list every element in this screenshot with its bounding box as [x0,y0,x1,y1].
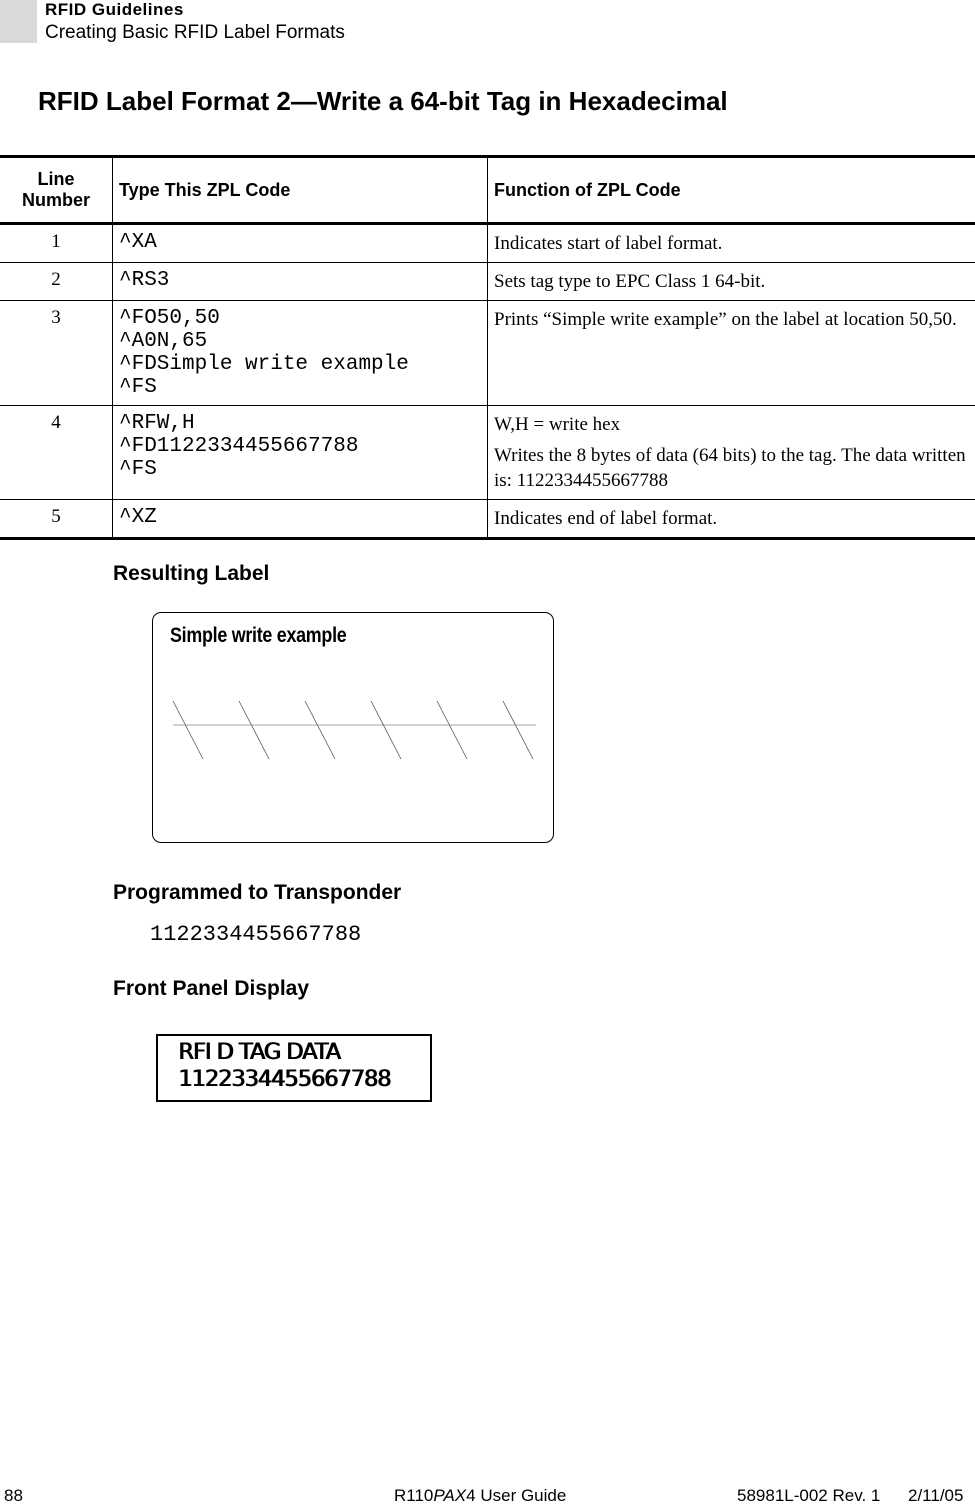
zpl-function: Prints “Simple write example” on the label at location 50,50. [488,301,975,406]
rfid-inlay-icon [153,613,553,842]
page-title: RFID Label Format 2—Write a 64-bit Tag in Hexadecimal [38,86,728,117]
zpl-code: ^FO50,50 ^A0N,65 ^FDSimple write example ^FS [113,301,488,406]
zpl-function: W,H = write hex Writes the 8 bytes of data (64 bits) to the tag. The data written is: 1122334455667788 [488,406,975,500]
doc-date: 2/11/05 [908,1486,963,1506]
panel-line-2: 1122334455667788 [178,1067,390,1092]
line-number: 2 [0,263,113,301]
transponder-heading: Programmed to Transponder [113,881,401,905]
col-header-line-number: Line Number [0,157,113,224]
table-row [0,406,975,500]
label-printed-text: Simple write example [170,624,346,648]
zpl-code: ^XZ [113,500,488,539]
resulting-label-preview [152,612,554,843]
zpl-code: ^RS3 [113,263,488,301]
table-row [0,301,975,406]
table-header-row [0,157,975,224]
zpl-function: Indicates end of label format. [488,500,975,539]
col-header-function: Function of ZPL Code [488,157,975,224]
transponder-value: 1122334455667788 [150,922,361,947]
front-panel-heading: Front Panel Display [113,977,309,1001]
zpl-code: ^XA [113,224,488,263]
doc-revision: 58981L-002 Rev. 1 [737,1486,880,1506]
table-row [0,263,975,301]
line-number: 1 [0,224,113,263]
front-panel-display [156,1034,432,1102]
line-number: 4 [0,406,113,500]
col-header-zpl-code: Type This ZPL Code [113,157,488,224]
zpl-function: Indicates start of label format. [488,224,975,263]
header-subsection: Creating Basic RFID Label Formats [45,22,345,44]
resulting-label-heading: Resulting Label [113,562,269,586]
table-row [0,224,975,263]
page-number: 88 [4,1486,23,1506]
guide-title: R110PAX4 User Guide [394,1486,566,1506]
panel-line-1: RFI D TAG DATA [178,1040,340,1065]
zpl-code-table [0,155,975,540]
zpl-code: ^RFW,H ^FD1122334455667788 ^FS [113,406,488,500]
table-row [0,500,975,539]
line-number: 3 [0,301,113,406]
header-section: RFID Guidelines [45,0,184,20]
line-number: 5 [0,500,113,539]
header-tab-marker [0,0,37,43]
zpl-function: Sets tag type to EPC Class 1 64-bit. [488,263,975,301]
